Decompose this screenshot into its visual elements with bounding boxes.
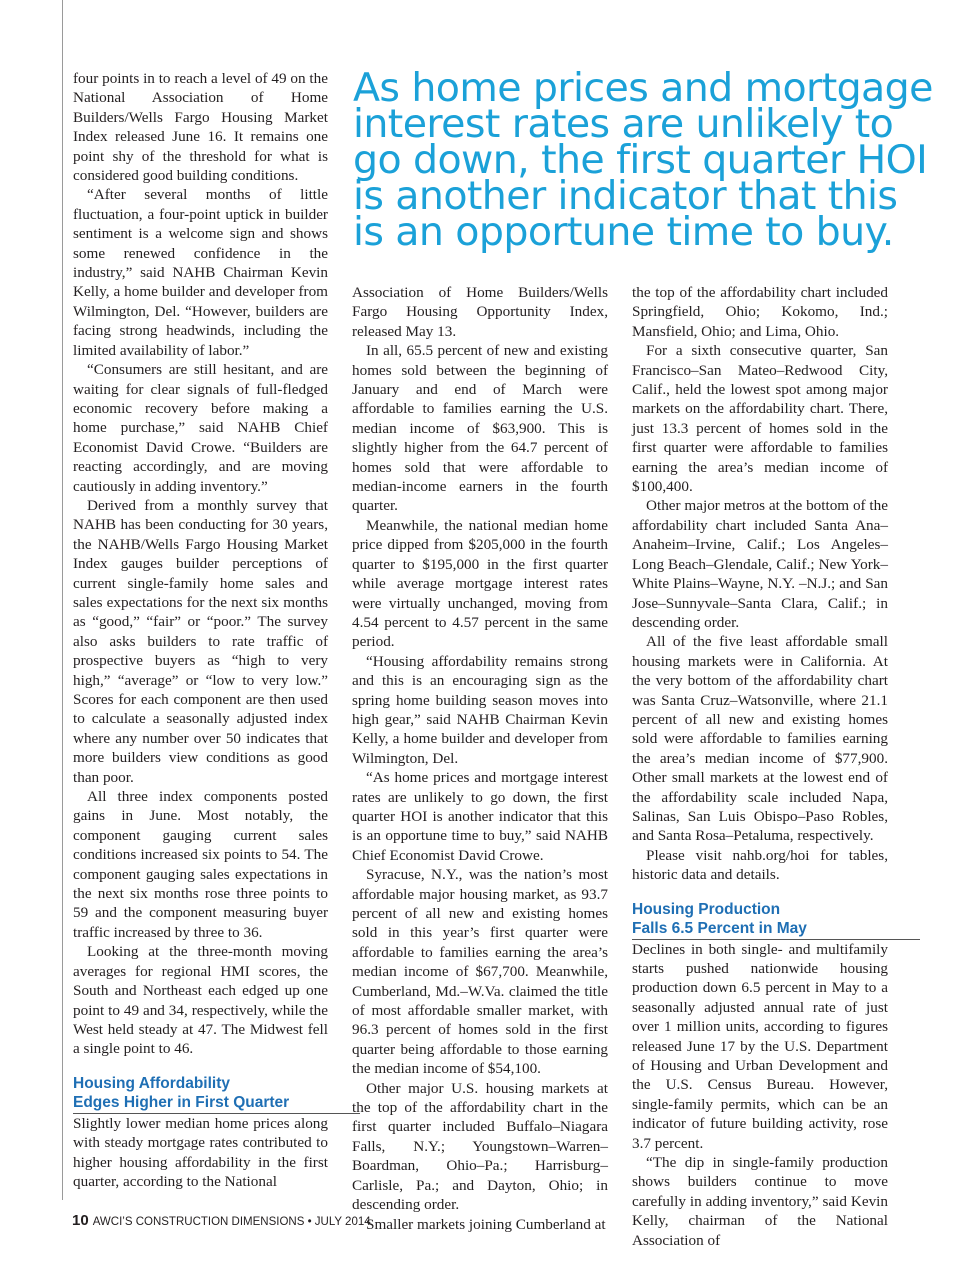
paragraph: “Consumers are still hesitant, and are waiting for clear signals of full-fledged economic recovery before making a home purchase,” said NAHB Chief Economist David Crowe. “Builders are reacting accordingly, and are moving cautiously in adding inventory.”: [73, 361, 328, 495]
publication-line: AWCI’S CONSTRUCTION DIMENSIONS • JULY 2014: [92, 1216, 371, 1228]
page-footer: [72, 1212, 371, 1229]
paragraph: Other major U.S. housing markets at the top of the affordability chart in the first quarter included Buffalo–Niagara Falls, N.Y.; Youngstown–Warren–Boardman, Ohio–Pa.; Harrisburg–Carlisle, Pa.; and Dayton, Ohio; in descending order.: [352, 1079, 608, 1214]
pull-quote: [353, 65, 933, 255]
section-heading-affordability: [73, 1074, 328, 1114]
paragraph: the top of the affordability chart included Springfield, Ohio; Kokomo, Ind.; Mansfield, Ohio; and Lima, Ohio.: [632, 284, 888, 340]
paragraph: “As home prices and mortgage interest rates are unlikely to go down, the first quarter HOI is another indicator that this is an opportune time to buy,” said NAHB Chief Economist David Crowe.: [352, 769, 608, 864]
paragraph: Smaller markets joining Cumberland at: [366, 1215, 606, 1233]
paragraph: For a sixth consecutive quarter, San Francisco–San Mateo–Redwood City, Calif., held the lowest spot among major markets on the affordability chart. There, just 13.3 percent of homes sold in the first quarter were affordable to families earning the area’s median income of $100,400.: [632, 342, 888, 496]
paragraph: “After several months of little fluctuation, a four-point uptick in builder sentiment is a welcome sign and shows some renewed confidence in the industry,” said NAHB Chairman Kevin Kelly, a home builder and developer from Wilmington, Del. “However, builders are facing strong headwinds, including the limited availability of labor.”: [73, 186, 328, 359]
heading-line: Falls 6.5 Percent in May: [632, 919, 920, 940]
paragraph: Looking at the three-month moving averages for regional HMI scores, the South and Northeast each edged up one point to 49 and 34, respectively, while the West held steady at 47. The Midwest fell a single point to 46.: [73, 943, 328, 1058]
heading-line: Housing Affordability: [73, 1074, 230, 1092]
paragraph: All three index components posted gains in June. Most notably, the component gauging current sales conditions increased six points to 54. The component gauging sales expectations in the next six months rose three points to 59 and the component measuring buyer traffic increased by three to 36.: [73, 788, 328, 941]
pull-quote-line: is another indicator that this: [353, 173, 898, 219]
column-3: [632, 283, 888, 1250]
heading-line: Housing Production: [632, 900, 781, 918]
paragraph: Association of Home Builders/Wells Fargo Housing Opportunity Index, released May 13.: [352, 284, 608, 340]
column-2: [352, 283, 608, 1234]
paragraph: Derived from a monthly survey that NAHB has been conducting for 30 years, the NAHB/Wells Fargo Housing Market Index gauges builder perceptions of current single-family home sales and sales expectations for the next six months as “good,” “fair” or “poor.” The survey also asks builders to rate traffic of prospective buyers as “high to very high,” “average” or “low to very low.” Scores for each component are then used to calculate a seasonally adjusted index where any number over 50 indicates that more builders view conditions as good than poor.: [73, 496, 328, 786]
paragraph: All of the five least affordable small housing markets were in California. At the very bottom of the affordability chart was Santa Cruz–Watsonville, where 21.1 percent of all new and existing homes sold were affordable to families earning the area’s median income of $77,900. Other small markets at the lowest end of the affordability scale included Napa, Salinas, San Luis Obispo–Paso Robles, and Santa Rosa–Petaluma, respectively.: [632, 633, 888, 845]
section-heading-production: [632, 900, 888, 940]
paragraph: Meanwhile, the national median home price dipped from $205,000 in the fourth quarter to $195,000 in the first quarter while average mortgage interest rates were virtually unchanged, moving from 4.54 percent to 4.57 percent in the same period.: [352, 516, 608, 651]
column-rule: [62, 0, 63, 1200]
heading-line: Edges Higher in First Quarter: [73, 1093, 360, 1114]
paragraph: Please visit nahb.org/hoi for tables, historic data and details.: [632, 846, 888, 884]
paragraph: Syracuse, N.Y., was the nation’s most affordable major housing market, as 93.7 percent of all new and existing homes sold in this year’s first quarter were affordable to families earning the area’s median income of $67,700. Meanwhile, Cumberland, Md.–W.Va. claimed the title of most affordable smaller market, with 96.3 percent of homes sold in the first quarter being affordable to those earning the median income of $54,100.: [352, 866, 608, 1078]
paragraph: Other major metros at the bottom of the affordability chart included Santa Ana–Anaheim–Irvine, Calif.; Los Angeles–Long Beach–Glendale, Calif.; New York–White Plains–Wayne, N.Y. –N.J.; and San Jose–Sunnyvale–Santa Clara, Calif.; in descending order.: [632, 497, 888, 631]
column-1: [73, 69, 328, 1191]
paragraph: Declines in both single- and multifamily starts pushed nationwide housing production down 6.5 percent in May to a seasonally adjusted annual rate of just over 1 million units, according to figures released June 17 by the U.S. Department of Housing and Urban Development and the U.S. Census Bureau. However, single-family permits, which can be an indicator of future building activity, rose 3.7 percent.: [632, 940, 888, 1152]
paragraph: Slightly lower median home prices along with steady mortgage rates contributed to higher housing affordability in the first quarter, according to the National: [73, 1114, 328, 1190]
page-number: 10: [72, 1212, 89, 1229]
pull-quote-line: interest rates are unlikely to: [353, 101, 894, 147]
pull-quote-line: As home prices and mortgage: [353, 65, 933, 111]
paragraph: In all, 65.5 percent of new and existing homes sold between the beginning of January and end of March were affordable to families earning the U.S. median income of $63,900. This is slightly higher from the 64.7 percent of homes sold that were affordable to median-income earners in the fourth quarter.: [352, 342, 608, 515]
paragraph: four points in to reach a level of 49 on the National Association of Home Builders/Wells Fargo Housing Market Index released June 16. It remains one point shy of the threshold for what is considered good building conditions.: [73, 70, 328, 185]
paragraph: “Housing affordability remains strong and this is an encouraging sign as the spring home building season moves into high gear,” said NAHB Chairman Kevin Kelly, a home builder and developer from Wilmington, Del.: [352, 652, 608, 767]
paragraph: “The dip in single-family production shows builders continue to move carefully in adding inventory,” said Kevin Kelly, chairman of the National Association of: [632, 1154, 888, 1249]
pull-quote-line: is an opportune time to buy.: [353, 209, 894, 255]
pull-quote-line: go down, the first quarter HOI: [353, 137, 928, 183]
